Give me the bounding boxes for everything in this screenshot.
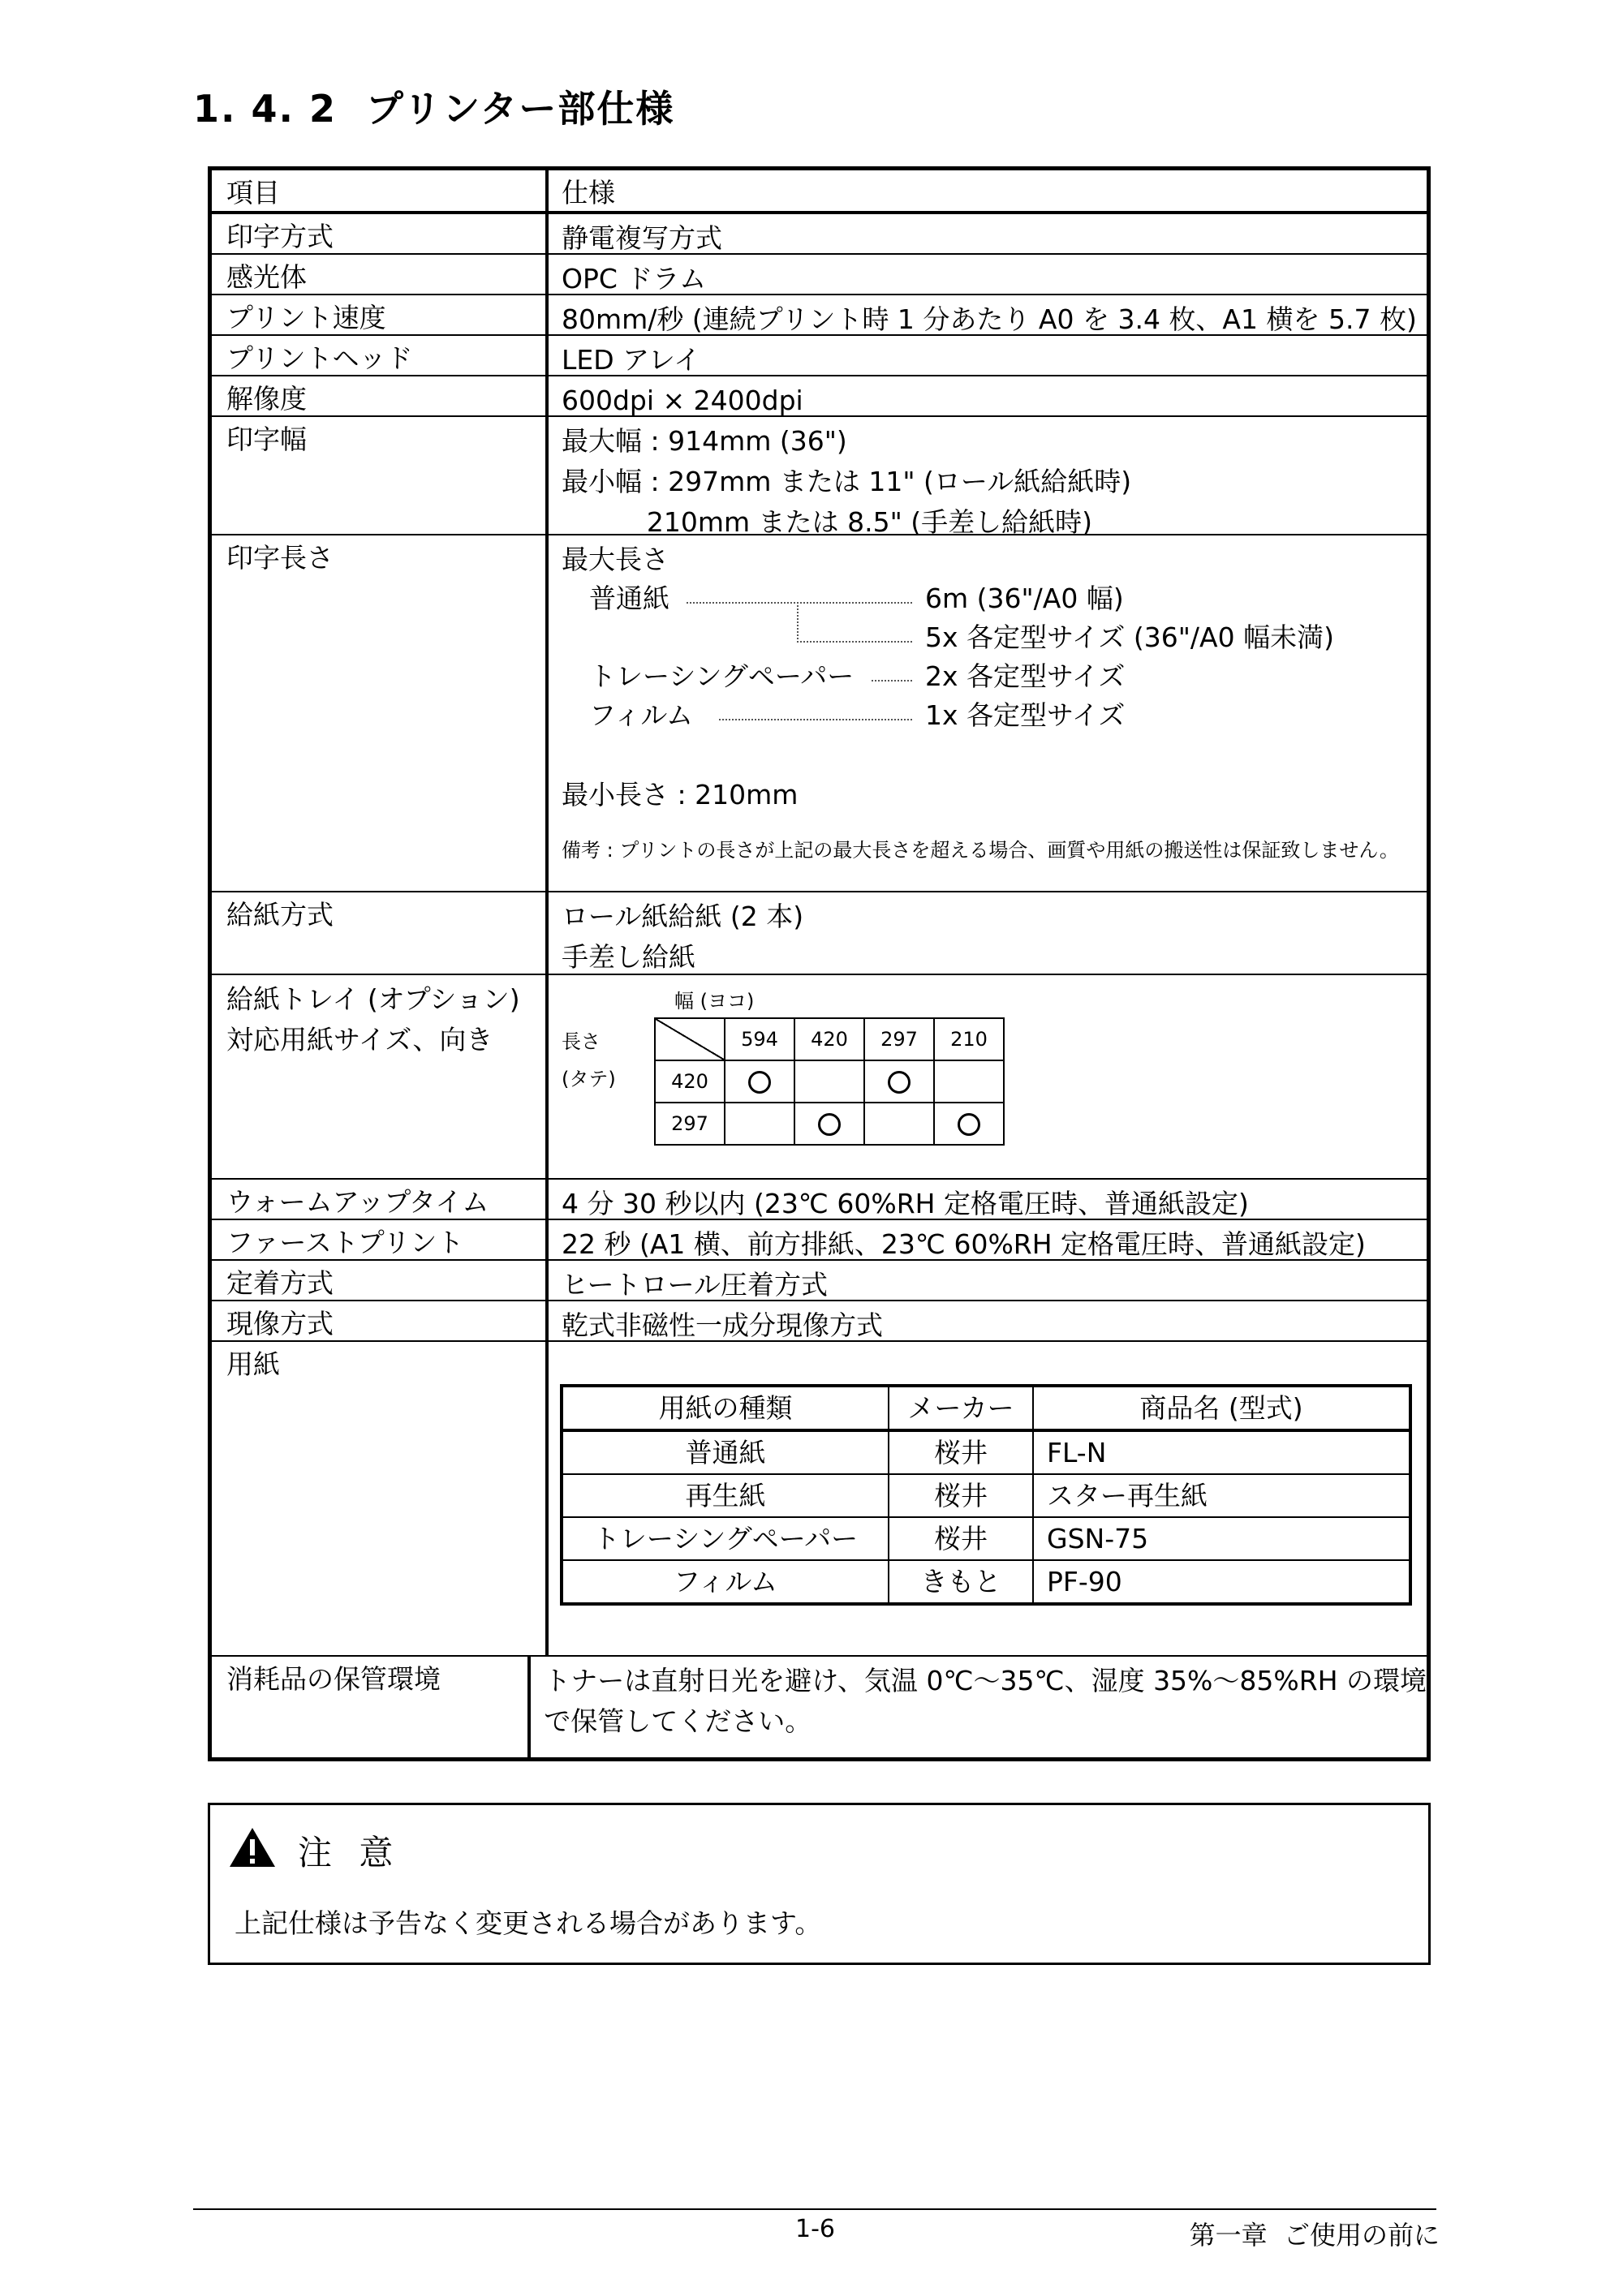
paper-maker: きもと bbox=[889, 1560, 1033, 1604]
grid-cell bbox=[934, 1103, 1004, 1145]
supported-circle-icon bbox=[818, 1113, 841, 1136]
tray-item-line-1: 給紙トレイ (オプション) bbox=[226, 983, 520, 1015]
row-item: プリントヘッド bbox=[212, 336, 549, 375]
row-item: 印字方式 bbox=[212, 214, 549, 253]
paper-type: フィルム bbox=[562, 1560, 889, 1604]
supported-circle-icon bbox=[958, 1113, 980, 1136]
caution-text: 上記仕様は予告なく変更される場合があります。 bbox=[235, 1907, 822, 1939]
row-spec: 600dpi × 2400dpi bbox=[562, 385, 803, 416]
paper-header-maker: メーカー bbox=[889, 1386, 1033, 1430]
paper-type: 普通紙 bbox=[562, 1430, 889, 1474]
paper-row bbox=[562, 1430, 1410, 1474]
footer-divider bbox=[193, 2208, 1436, 2210]
table-row bbox=[212, 1180, 1427, 1220]
tracing-value: 2x 各定型サイズ bbox=[925, 660, 1126, 692]
max-length-label: 最大長さ bbox=[562, 544, 669, 575]
row-spec: 22 秒 (A1 横、前方排紙、23℃ 60%RH 定格電圧時、普通紙設定) bbox=[562, 1228, 1366, 1260]
paper-maker: 桜井 bbox=[889, 1430, 1033, 1474]
row-spec: トナーは直射日光を避け、気温 0℃～35℃、湿度 35%～85%RH の環境 bbox=[544, 1665, 1427, 1696]
warning-icon bbox=[228, 1826, 277, 1868]
row-item: 定着方式 bbox=[212, 1261, 549, 1300]
paper-header-product: 商品名 (型式) bbox=[1033, 1386, 1410, 1430]
row-item: 印字長さ bbox=[212, 535, 549, 891]
table-row bbox=[212, 214, 1427, 255]
grid-cell bbox=[794, 1060, 864, 1103]
section-title: 1. 4. 2 プリンター部仕様 bbox=[193, 87, 675, 131]
row-item: ウォームアップタイム bbox=[212, 1180, 549, 1219]
paper-type-table bbox=[560, 1384, 1412, 1606]
row-spec: 手差し給紙 bbox=[562, 941, 695, 973]
table-row bbox=[212, 255, 1427, 295]
table-row bbox=[212, 892, 1427, 975]
paper-product: PF-90 bbox=[1033, 1560, 1410, 1604]
supported-circle-icon bbox=[748, 1071, 771, 1094]
grid-cell bbox=[725, 1103, 794, 1145]
row-item: 給紙方式 bbox=[212, 892, 549, 974]
plain-value-1: 6m (36"/A0 幅) bbox=[925, 583, 1124, 614]
paper-row bbox=[562, 1474, 1410, 1517]
supported-circle-icon bbox=[888, 1071, 911, 1094]
paper-product: FL-N bbox=[1033, 1430, 1410, 1474]
leader-line bbox=[797, 641, 912, 643]
width-label: 幅 (ヨコ) bbox=[674, 990, 755, 1013]
width-420: 420 bbox=[794, 1018, 864, 1060]
spec-table bbox=[208, 166, 1431, 1761]
grid-cell bbox=[794, 1103, 864, 1145]
width-210: 210 bbox=[934, 1018, 1004, 1060]
row-item: ファーストプリント bbox=[212, 1220, 549, 1259]
caution-box bbox=[208, 1803, 1431, 1965]
length-297: 297 bbox=[655, 1103, 725, 1145]
table-row bbox=[212, 376, 1427, 417]
row-item: 解像度 bbox=[212, 376, 549, 415]
chapter-title: 第一章 ご使用の前に bbox=[1189, 2220, 1440, 2251]
paper-type: トレーシングペーパー bbox=[562, 1517, 889, 1560]
row-item: プリント速度 bbox=[212, 295, 549, 334]
table-row bbox=[212, 336, 1427, 376]
table-row bbox=[212, 295, 1427, 336]
paper-maker: 桜井 bbox=[889, 1517, 1033, 1560]
length-420: 420 bbox=[655, 1060, 725, 1103]
paper-product: GSN-75 bbox=[1033, 1517, 1410, 1560]
paper-header-type: 用紙の種類 bbox=[562, 1386, 889, 1430]
caution-title: 注 意 bbox=[298, 1833, 402, 1872]
row-spec: 最大幅 : 914mm (36") bbox=[562, 425, 847, 457]
table-row bbox=[212, 1301, 1427, 1342]
row-spec: OPC ドラム bbox=[562, 263, 707, 295]
paper-row bbox=[562, 1560, 1410, 1604]
width-297: 297 bbox=[864, 1018, 934, 1060]
row-item: 印字幅 bbox=[212, 417, 549, 534]
row-spec: 4 分 30 秒以内 (23℃ 60%RH 定格電圧時、普通紙設定) bbox=[562, 1188, 1249, 1219]
table-header-row bbox=[212, 170, 1427, 214]
tray-size-grid bbox=[654, 1017, 1005, 1146]
row-spec: 最小幅 : 297mm または 11" (ロール紙給紙時) bbox=[562, 466, 1132, 497]
tray-item-line-2: 対応用紙サイズ、向き bbox=[226, 1024, 493, 1056]
grid-cell bbox=[725, 1060, 794, 1103]
row-item: 現像方式 bbox=[212, 1301, 549, 1340]
grid-corner bbox=[655, 1018, 725, 1060]
paper-type: 再生紙 bbox=[562, 1474, 889, 1517]
row-spec: ロール紙給紙 (2 本) bbox=[562, 901, 804, 932]
row-spec: ヒートロール圧着方式 bbox=[562, 1269, 829, 1301]
table-row bbox=[212, 1657, 1427, 1757]
row-spec: 210mm または 8.5" (手差し給紙時) bbox=[562, 506, 1093, 538]
row-item: 消耗品の保管環境 bbox=[212, 1657, 531, 1757]
film-label: フィルム bbox=[589, 699, 694, 731]
leader-line bbox=[872, 680, 912, 681]
row-item: 感光体 bbox=[212, 255, 549, 294]
grid-cell bbox=[864, 1060, 934, 1103]
length-label: 長さ bbox=[562, 1030, 601, 1053]
table-row bbox=[212, 417, 1427, 538]
film-value: 1x 各定型サイズ bbox=[925, 699, 1126, 731]
paper-row bbox=[562, 1517, 1410, 1560]
row-spec: 80mm/秒 (連続プリント時 1 分あたり A0 を 3.4 枚、A1 横を 5.7 枚) bbox=[562, 303, 1417, 335]
table-row bbox=[212, 1220, 1427, 1261]
table-row-paper bbox=[212, 1342, 1427, 1657]
plain-paper-label: 普通紙 bbox=[589, 583, 669, 614]
page-number: 1-6 bbox=[795, 2215, 835, 2243]
plain-value-2: 5x 各定型サイズ (36"/A0 幅未満) bbox=[925, 621, 1334, 653]
row-spec: で保管してください。 bbox=[544, 1705, 812, 1737]
table-row-tray bbox=[212, 975, 1427, 1180]
grid-cell bbox=[934, 1060, 1004, 1103]
row-spec: 静電複写方式 bbox=[562, 222, 722, 254]
grid-cell bbox=[864, 1103, 934, 1145]
table-row-print-length bbox=[212, 535, 1427, 892]
row-item: 用紙 bbox=[212, 1342, 549, 1655]
width-594: 594 bbox=[725, 1018, 794, 1060]
header-item: 項目 bbox=[212, 170, 549, 211]
remarks-note: 備考 : プリントの長さが上記の最大長さを超える場合、画質や用紙の搬送性は保証致しません。 bbox=[562, 839, 1399, 862]
length-sub-label: (タテ) bbox=[562, 1068, 616, 1090]
table-row bbox=[212, 1261, 1427, 1301]
paper-maker: 桜井 bbox=[889, 1474, 1033, 1517]
leader-line bbox=[719, 719, 912, 720]
tracing-paper-label: トレーシングペーパー bbox=[589, 660, 855, 692]
header-spec: 仕様 bbox=[562, 177, 615, 209]
row-spec: LED アレイ bbox=[562, 344, 701, 376]
row-spec: 乾式非磁性一成分現像方式 bbox=[562, 1309, 883, 1341]
paper-product: スター再生紙 bbox=[1033, 1474, 1410, 1517]
min-length: 最小長さ : 210mm bbox=[562, 779, 799, 810]
leader-line bbox=[687, 602, 912, 604]
